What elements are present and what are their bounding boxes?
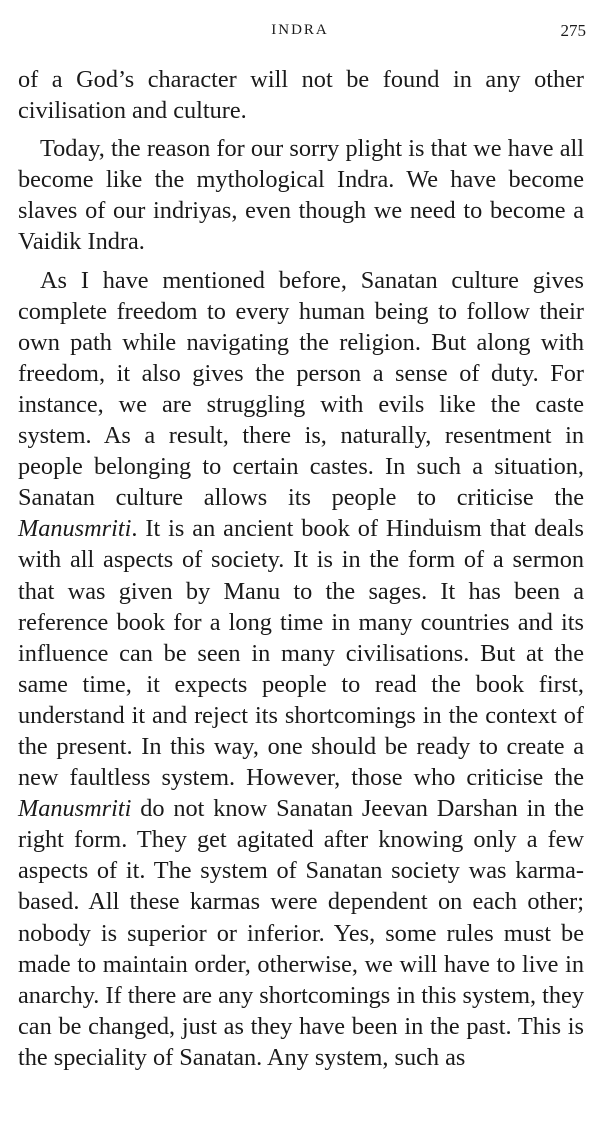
page-number: 275 — [560, 21, 586, 40]
paragraph-1: of a God’s character will not be found in any other civilisation and culture. — [18, 66, 584, 125]
page-header — [0, 20, 600, 44]
paragraph-2: Today, the reason for our sorry plight is that we have all become like the mythological Indra. We have become slaves of our indriyas, even though we need to become a Vaidik Indra. — [18, 135, 584, 256]
book-title-manusmriti: Manusmriti — [18, 515, 132, 543]
body-text — [18, 64, 584, 1073]
book-title-manusmriti-2: Manusmriti — [18, 795, 132, 823]
paragraph-3-text-2: . It is an ancient book of Hinduism that deals with all aspects of society. It is in the form of a sermon that was given by Manu to the sages. It has been a reference book for a long time in many countries and its influence can be seen in many civilisations. But at the same time, it expects people to read the book first, understand it and reject its shortcomings in the context of the present. In this way, one should be ready to create a new faultless system. However, those who criticise the — [18, 515, 584, 792]
paragraph-3-text-1: As I have mentioned before, Sanatan culture gives complete freedom to every human being to follow their own path while navigating the religion. But along with freedom, it also gives the person a sense of duty. For instance, we are struggling with evils like the caste system. As a result, there is, naturally, resentment in people belonging to certain castes. In such a situation, Sanatan culture allows its people to criticise the — [18, 266, 584, 512]
paragraph-3 — [18, 265, 584, 1073]
paragraph-3-text-3: do not know Sanatan Jeevan Darshan in the right form. They get agitated after knowing only a few aspects of it. The system of Sanatan society was karma-based. All these karmas were dependent on each other; nobody is superior or inferior. Yes, some rules must be made to maintain order, otherwise, we will have to live in anarchy. If there are any shortcomings in this system, they can be changed, just as they have been in the past. This is the speciality of Sanatan. Any system, such as — [18, 795, 584, 1071]
running-head: INDRA — [271, 22, 329, 38]
